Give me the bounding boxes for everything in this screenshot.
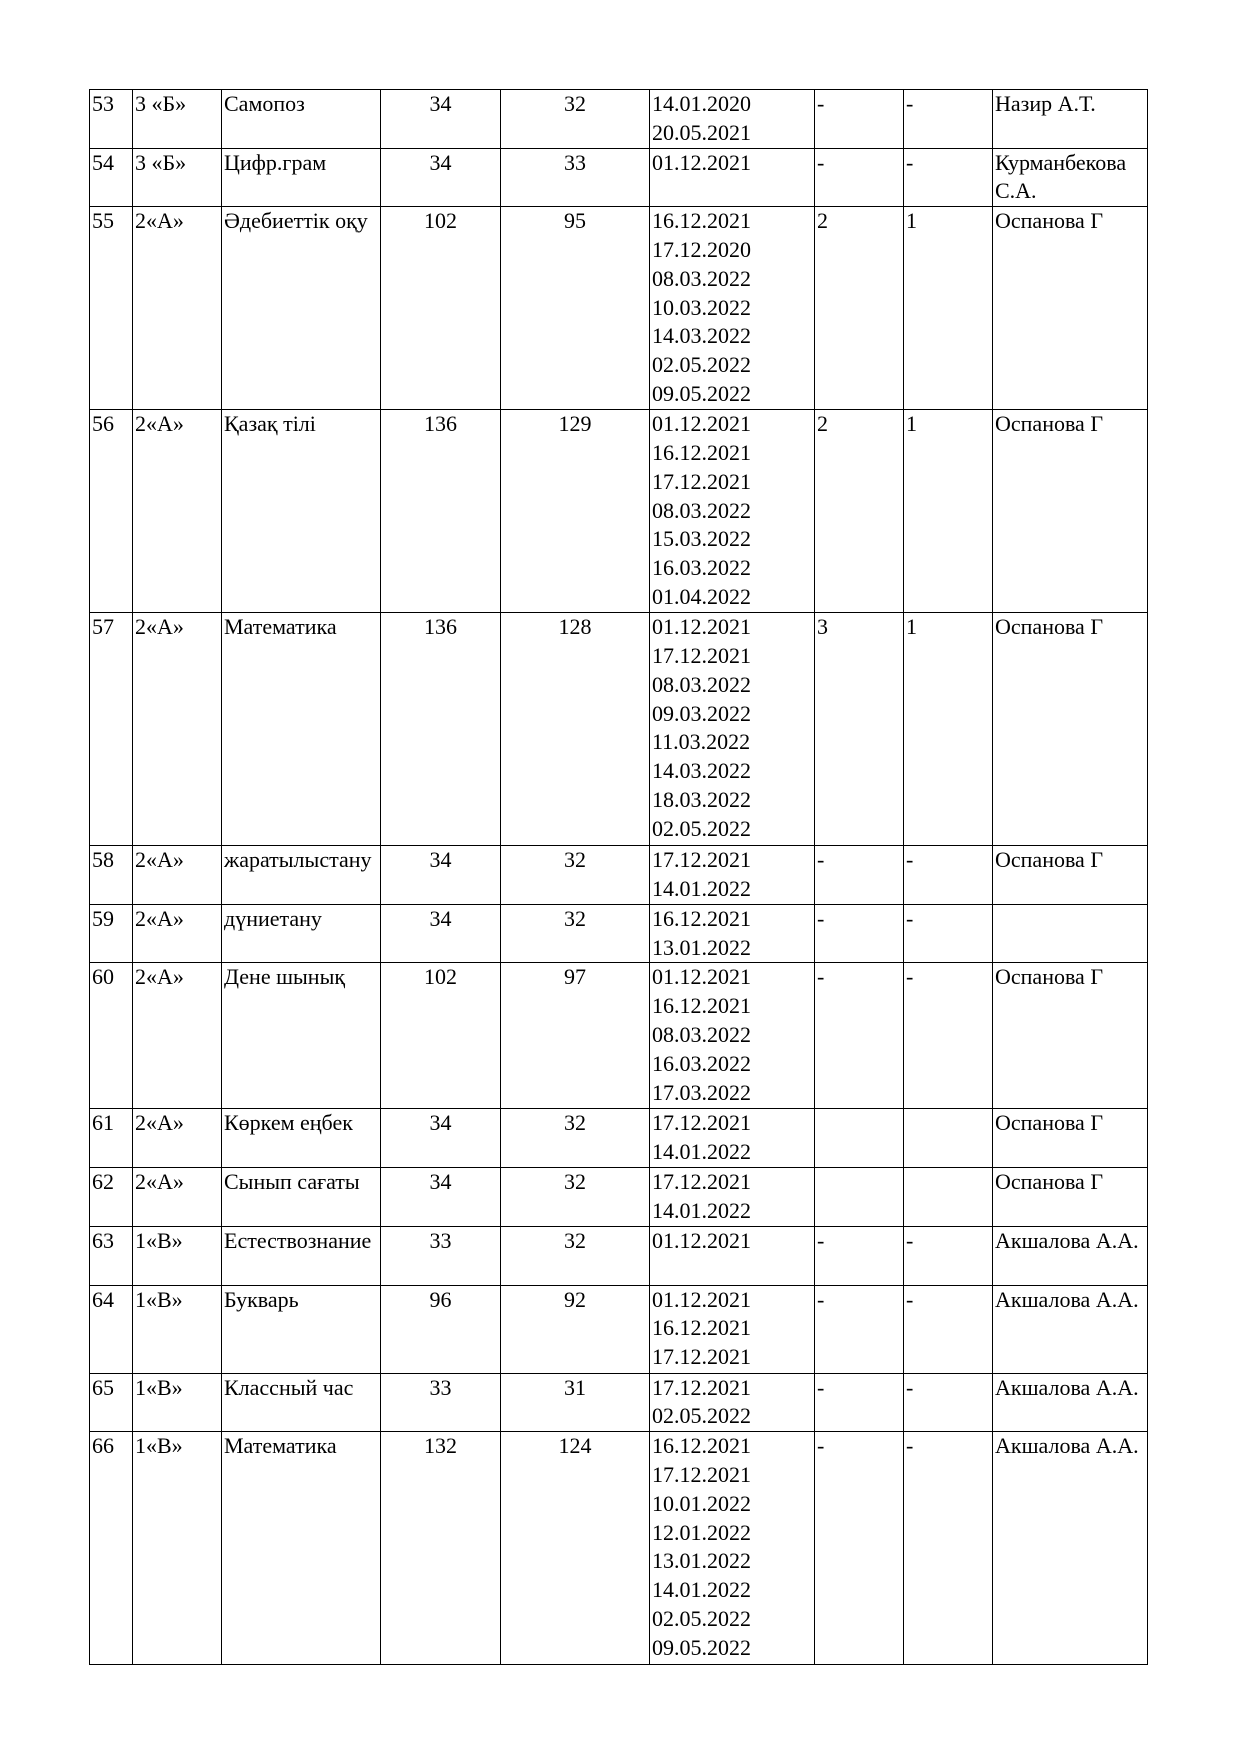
subject-name: Әдебиеттік оқу	[222, 207, 381, 410]
dates-cell: 01.12.2021 16.12.2021 17.12.2021	[650, 1285, 815, 1373]
count-a: 2	[815, 207, 904, 410]
count-a	[815, 1109, 904, 1168]
teacher-name: Акшалова А.А.	[993, 1373, 1148, 1432]
table-row	[90, 1226, 1148, 1285]
row-number: 58	[90, 846, 133, 905]
row-number: 62	[90, 1167, 133, 1226]
planned-hours: 34	[381, 846, 501, 905]
subject-name: Көркем еңбек	[222, 1109, 381, 1168]
count-b	[904, 1167, 993, 1226]
class-name: 1«В»	[133, 1226, 222, 1285]
count-b: 1	[904, 207, 993, 410]
row-number: 63	[90, 1226, 133, 1285]
count-b: -	[904, 963, 993, 1109]
row-number: 59	[90, 904, 133, 963]
teacher-name: Курманбекова С.А.	[993, 148, 1148, 207]
planned-hours: 136	[381, 410, 501, 613]
count-b: -	[904, 1432, 993, 1665]
subject-name: дүниетану	[222, 904, 381, 963]
row-number: 65	[90, 1373, 133, 1432]
teacher-name: Акшалова А.А.	[993, 1226, 1148, 1285]
table-row	[90, 410, 1148, 613]
dates-cell: 01.12.2021 16.12.2021 17.12.2021 08.03.2022 15.03.2022 16.03.2022 01.04.2022	[650, 410, 815, 613]
count-b: -	[904, 1226, 993, 1285]
row-number: 56	[90, 410, 133, 613]
teacher-name: Назир А.Т.	[993, 90, 1148, 149]
teacher-name	[993, 904, 1148, 963]
class-name: 2«А»	[133, 1109, 222, 1168]
count-b: -	[904, 846, 993, 905]
subject-name: Дене шынық	[222, 963, 381, 1109]
actual-hours: 128	[501, 613, 650, 846]
table-row	[90, 1109, 1148, 1168]
dates-cell: 01.12.2021 16.12.2021 08.03.2022 16.03.2022 17.03.2022	[650, 963, 815, 1109]
count-a: -	[815, 90, 904, 149]
planned-hours: 33	[381, 1373, 501, 1432]
count-b: 1	[904, 613, 993, 846]
planned-hours: 33	[381, 1226, 501, 1285]
count-b: 1	[904, 410, 993, 613]
row-number: 54	[90, 148, 133, 207]
dates-cell: 01.12.2021	[650, 1226, 815, 1285]
planned-hours: 132	[381, 1432, 501, 1665]
dates-cell: 16.12.2021 17.12.2021 10.01.2022 12.01.2022 13.01.2022 14.01.2022 02.05.2022 09.05.2022	[650, 1432, 815, 1665]
actual-hours: 31	[501, 1373, 650, 1432]
planned-hours: 34	[381, 904, 501, 963]
count-b: -	[904, 1285, 993, 1373]
count-a: -	[815, 963, 904, 1109]
subject-name: Самопоз	[222, 90, 381, 149]
table-row	[90, 148, 1148, 207]
planned-hours: 102	[381, 963, 501, 1109]
journal-table	[89, 89, 1148, 1665]
row-number: 57	[90, 613, 133, 846]
class-name: 1«В»	[133, 1285, 222, 1373]
teacher-name: Оспанова Г	[993, 1167, 1148, 1226]
count-b: -	[904, 1373, 993, 1432]
row-number: 61	[90, 1109, 133, 1168]
actual-hours: 32	[501, 904, 650, 963]
count-a: 3	[815, 613, 904, 846]
class-name: 2«А»	[133, 1167, 222, 1226]
subject-name: жаратылыстану	[222, 846, 381, 905]
subject-name: Классный час	[222, 1373, 381, 1432]
table-row	[90, 846, 1148, 905]
subject-name: Математика	[222, 613, 381, 846]
table-row	[90, 1373, 1148, 1432]
subject-name: Цифр.грам	[222, 148, 381, 207]
teacher-name: Оспанова Г	[993, 846, 1148, 905]
actual-hours: 124	[501, 1432, 650, 1665]
count-a: -	[815, 148, 904, 207]
row-number: 64	[90, 1285, 133, 1373]
dates-cell: 17.12.2021 14.01.2022	[650, 1167, 815, 1226]
table-row	[90, 963, 1148, 1109]
count-b	[904, 1109, 993, 1168]
actual-hours: 95	[501, 207, 650, 410]
actual-hours: 32	[501, 1109, 650, 1168]
table-row	[90, 613, 1148, 846]
dates-cell: 17.12.2021 02.05.2022	[650, 1373, 815, 1432]
teacher-name: Оспанова Г	[993, 207, 1148, 410]
actual-hours: 32	[501, 846, 650, 905]
class-name: 2«А»	[133, 613, 222, 846]
dates-cell: 16.12.2021 13.01.2022	[650, 904, 815, 963]
dates-cell: 01.12.2021 17.12.2021 08.03.2022 09.03.2022 11.03.2022 14.03.2022 18.03.2022 02.05.2022	[650, 613, 815, 846]
dates-cell: 01.12.2021	[650, 148, 815, 207]
subject-name: Қазақ тілі	[222, 410, 381, 613]
teacher-name: Оспанова Г	[993, 963, 1148, 1109]
class-name: 2«А»	[133, 846, 222, 905]
class-name: 2«А»	[133, 963, 222, 1109]
table-row	[90, 1167, 1148, 1226]
teacher-name: Акшалова А.А.	[993, 1432, 1148, 1665]
count-a: -	[815, 1226, 904, 1285]
teacher-name: Оспанова Г	[993, 613, 1148, 846]
actual-hours: 32	[501, 1226, 650, 1285]
count-a: -	[815, 846, 904, 905]
actual-hours: 97	[501, 963, 650, 1109]
teacher-name: Оспанова Г	[993, 410, 1148, 613]
subject-name: Математика	[222, 1432, 381, 1665]
count-a: -	[815, 1373, 904, 1432]
actual-hours: 33	[501, 148, 650, 207]
table-row	[90, 1432, 1148, 1665]
class-name: 3 «Б»	[133, 148, 222, 207]
planned-hours: 136	[381, 613, 501, 846]
count-a: -	[815, 1432, 904, 1665]
table-row	[90, 1285, 1148, 1373]
actual-hours: 129	[501, 410, 650, 613]
subject-name: Сынып сағаты	[222, 1167, 381, 1226]
class-name: 2«А»	[133, 207, 222, 410]
row-number: 66	[90, 1432, 133, 1665]
teacher-name: Оспанова Г	[993, 1109, 1148, 1168]
dates-cell: 17.12.2021 14.01.2022	[650, 1109, 815, 1168]
class-name: 2«А»	[133, 410, 222, 613]
planned-hours: 34	[381, 1109, 501, 1168]
actual-hours: 32	[501, 90, 650, 149]
class-name: 1«В»	[133, 1432, 222, 1665]
planned-hours: 102	[381, 207, 501, 410]
row-number: 53	[90, 90, 133, 149]
row-number: 60	[90, 963, 133, 1109]
dates-cell: 14.01.2020 20.05.2021	[650, 90, 815, 149]
count-a	[815, 1167, 904, 1226]
subject-name: Естествознание	[222, 1226, 381, 1285]
count-b: -	[904, 148, 993, 207]
planned-hours: 34	[381, 1167, 501, 1226]
class-name: 1«В»	[133, 1373, 222, 1432]
table-body	[90, 90, 1148, 1665]
actual-hours: 92	[501, 1285, 650, 1373]
dates-cell: 16.12.2021 17.12.2020 08.03.2022 10.03.2022 14.03.2022 02.05.2022 09.05.2022	[650, 207, 815, 410]
count-a: 2	[815, 410, 904, 613]
row-number: 55	[90, 207, 133, 410]
actual-hours: 32	[501, 1167, 650, 1226]
table-row	[90, 90, 1148, 149]
dates-cell: 17.12.2021 14.01.2022	[650, 846, 815, 905]
count-b: -	[904, 904, 993, 963]
class-name: 2«А»	[133, 904, 222, 963]
table-row	[90, 207, 1148, 410]
count-a: -	[815, 1285, 904, 1373]
teacher-name: Акшалова А.А.	[993, 1285, 1148, 1373]
planned-hours: 34	[381, 90, 501, 149]
planned-hours: 34	[381, 148, 501, 207]
count-a: -	[815, 904, 904, 963]
table-row	[90, 904, 1148, 963]
planned-hours: 96	[381, 1285, 501, 1373]
class-name: 3 «Б»	[133, 90, 222, 149]
subject-name: Букварь	[222, 1285, 381, 1373]
count-b: -	[904, 90, 993, 149]
